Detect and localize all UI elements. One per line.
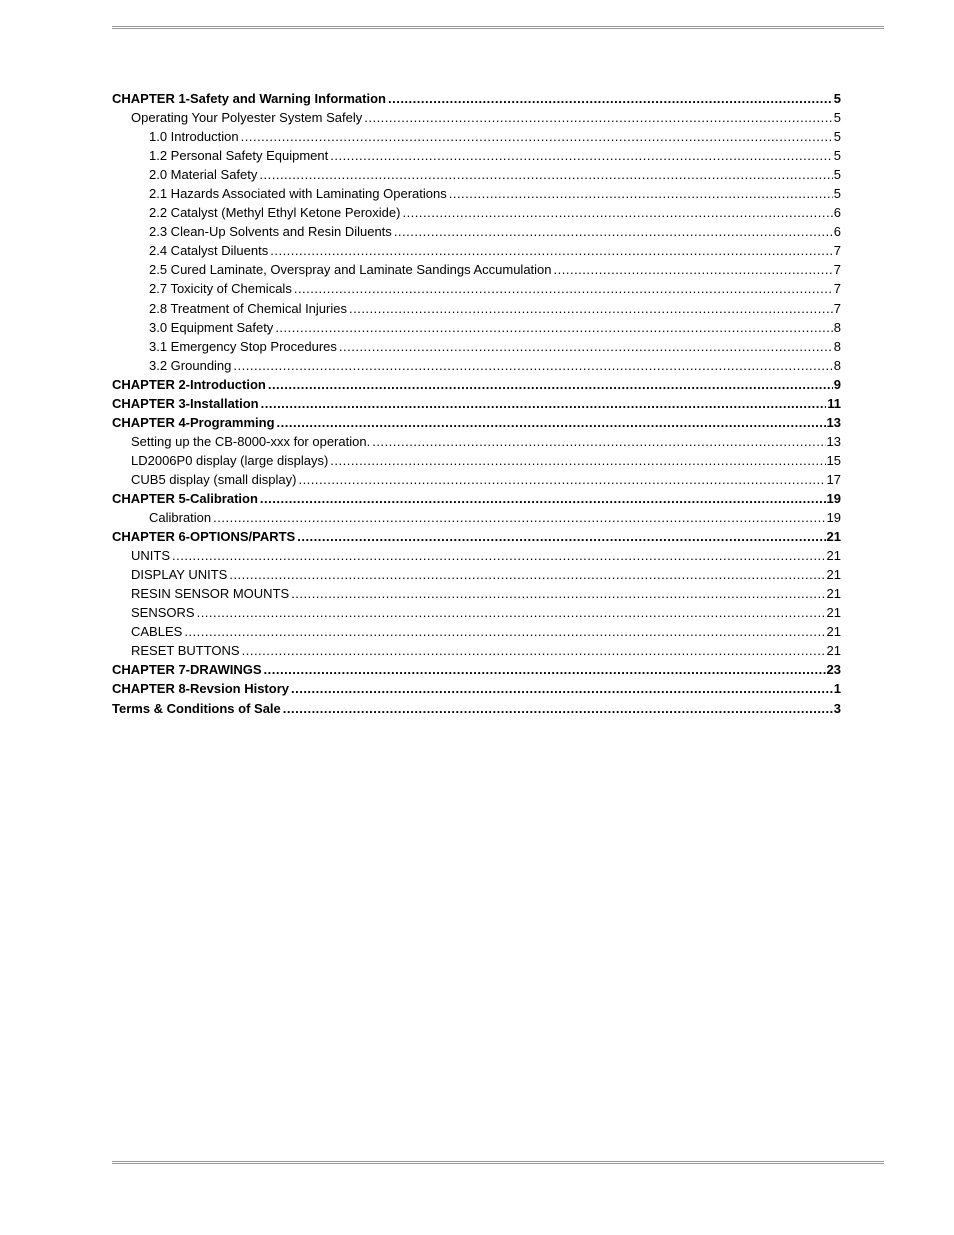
- toc-entry-title: LD2006P0 display (large displays): [131, 452, 329, 468]
- toc-entry[interactable]: [112, 565, 841, 584]
- toc-entry[interactable]: [112, 603, 841, 622]
- toc-entry-page: 5: [833, 110, 841, 126]
- toc-entry[interactable]: [112, 508, 841, 527]
- toc-entry-title: 2.0 Material Safety: [149, 167, 258, 183]
- toc-entry-title: CUB5 display (small display): [131, 471, 297, 487]
- toc-entry-page: 5: [833, 148, 841, 164]
- toc-entry[interactable]: [112, 489, 841, 508]
- toc-entry-page: 6: [833, 224, 841, 240]
- footer-rule: [112, 1161, 884, 1164]
- toc-entry-page: 5: [833, 186, 841, 202]
- toc-dot-leader: [291, 584, 825, 603]
- toc-entry-title: UNITS: [131, 548, 170, 564]
- toc-dot-leader: [260, 489, 826, 508]
- toc-entry-title: 3.2 Grounding: [149, 357, 232, 373]
- toc-entry-page: 9: [833, 376, 841, 392]
- toc-dot-leader: [388, 89, 833, 108]
- toc-entry-title: CHAPTER 5-Calibration: [112, 490, 258, 506]
- toc-entry[interactable]: [112, 146, 841, 165]
- toc-entry-page: 8: [833, 357, 841, 373]
- toc-entry-page: 7: [833, 243, 841, 259]
- toc-dot-leader: [364, 108, 833, 127]
- table-of-contents: [112, 89, 841, 718]
- toc-entry[interactable]: [112, 546, 841, 565]
- toc-entry-title: CHAPTER 7-DRAWINGS: [112, 662, 262, 678]
- toc-entry-title: 3.1 Emergency Stop Procedures: [149, 338, 337, 354]
- toc-entry-title: CABLES: [131, 624, 183, 640]
- toc-dot-leader: [330, 451, 825, 470]
- toc-entry-title: 2.1 Hazards Associated with Laminating Operations: [149, 186, 447, 202]
- toc-entry[interactable]: [112, 184, 841, 203]
- toc-entry-page: 23: [826, 662, 841, 678]
- toc-dot-leader: [291, 679, 833, 698]
- toc-entry-page: 7: [833, 262, 841, 278]
- toc-entry[interactable]: [112, 394, 841, 413]
- toc-entry-page: 5: [833, 129, 841, 145]
- toc-entry-title: 1.0 Introduction: [149, 129, 239, 145]
- toc-entry-page: 3: [833, 700, 841, 716]
- toc-entry[interactable]: [112, 222, 841, 241]
- toc-entry[interactable]: [112, 451, 841, 470]
- toc-entry-page: 21: [826, 605, 841, 621]
- toc-entry-title: 2.5 Cured Laminate, Overspray and Laminate Sandings Accumulation: [149, 262, 552, 278]
- toc-dot-leader: [233, 356, 832, 375]
- toc-entry[interactable]: [112, 241, 841, 260]
- toc-entry[interactable]: [112, 641, 841, 660]
- toc-entry-title: CHAPTER 6-OPTIONS/PARTS: [112, 529, 296, 545]
- toc-dot-leader: [242, 641, 826, 660]
- toc-entry[interactable]: [112, 584, 841, 603]
- toc-dot-leader: [294, 279, 833, 298]
- toc-entry[interactable]: [112, 89, 841, 108]
- toc-entry-page: 13: [826, 414, 841, 430]
- toc-entry-title: SENSORS: [131, 605, 195, 621]
- toc-entry[interactable]: [112, 622, 841, 641]
- toc-entry-page: 21: [826, 586, 841, 602]
- toc-entry-title: 2.3 Clean-Up Solvents and Resin Diluents: [149, 224, 392, 240]
- toc-dot-leader: [394, 222, 833, 241]
- toc-entry-page: 7: [833, 300, 841, 316]
- toc-dot-leader: [297, 527, 825, 546]
- toc-entry-title: Calibration: [149, 510, 212, 526]
- toc-entry-title: CHAPTER 8-Revsion History: [112, 681, 289, 697]
- toc-entry[interactable]: [112, 260, 841, 279]
- toc-entry[interactable]: [112, 413, 841, 432]
- toc-entry[interactable]: [112, 699, 841, 718]
- toc-entry-page: 11: [827, 395, 841, 411]
- toc-entry-title: Operating Your Polyester System Safely: [131, 110, 363, 126]
- toc-entry-page: 21: [826, 529, 841, 545]
- toc-dot-leader: [197, 603, 826, 622]
- toc-entry-page: 21: [826, 548, 841, 564]
- toc-entry[interactable]: [112, 432, 841, 451]
- toc-entry-title: RESET BUTTONS: [131, 643, 240, 659]
- toc-dot-leader: [268, 375, 833, 394]
- toc-entry-title: DISPLAY UNITS: [131, 567, 228, 583]
- toc-dot-leader: [402, 203, 832, 222]
- toc-entry[interactable]: [112, 527, 841, 546]
- toc-entry-page: 17: [826, 471, 841, 487]
- toc-entry[interactable]: [112, 279, 841, 298]
- toc-entry-page: 1: [833, 681, 841, 697]
- toc-entry-title: 2.7 Toxicity of Chemicals: [149, 281, 292, 297]
- toc-dot-leader: [372, 432, 825, 451]
- toc-dot-leader: [270, 241, 833, 260]
- toc-dot-leader: [241, 127, 833, 146]
- toc-dot-leader: [449, 184, 833, 203]
- toc-entry-title: CHAPTER 2-Introduction: [112, 376, 266, 392]
- toc-entry-title: RESIN SENSOR MOUNTS: [131, 586, 290, 602]
- toc-entry-page: 19: [826, 510, 841, 526]
- toc-entry-title: 3.0 Equipment Safety: [149, 319, 274, 335]
- toc-entry-page: 21: [826, 567, 841, 583]
- toc-dot-leader: [184, 622, 825, 641]
- toc-entry[interactable]: [112, 337, 841, 356]
- toc-entry-title: 2.8 Treatment of Chemical Injuries: [149, 300, 347, 316]
- toc-entry-title: Setting up the CB-8000-xxx for operation.: [131, 433, 371, 449]
- header-rule: [112, 26, 884, 29]
- toc-dot-leader: [264, 660, 826, 679]
- toc-entry-page: 8: [833, 338, 841, 354]
- toc-entry[interactable]: [112, 660, 841, 679]
- toc-entry-page: 13: [826, 433, 841, 449]
- toc-entry[interactable]: [112, 318, 841, 337]
- toc-dot-leader: [283, 699, 833, 718]
- toc-entry-page: 8: [833, 319, 841, 335]
- toc-entry-title: Terms & Conditions of Sale: [112, 700, 281, 716]
- toc-entry[interactable]: [112, 299, 841, 318]
- toc-entry[interactable]: [112, 203, 841, 222]
- toc-entry[interactable]: [112, 108, 841, 127]
- toc-entry[interactable]: [112, 165, 841, 184]
- toc-entry-page: 21: [826, 643, 841, 659]
- toc-entry-title: 2.2 Catalyst (Methyl Ethyl Ketone Peroxide): [149, 205, 401, 221]
- toc-entry[interactable]: [112, 679, 841, 698]
- toc-dot-leader: [554, 260, 833, 279]
- toc-entry[interactable]: [112, 375, 841, 394]
- toc-dot-leader: [277, 413, 826, 432]
- toc-dot-leader: [261, 394, 827, 413]
- toc-entry[interactable]: [112, 127, 841, 146]
- toc-entry-page: 19: [826, 490, 841, 506]
- toc-entry-title: CHAPTER 3-Installation: [112, 395, 259, 411]
- toc-entry-page: 7: [833, 281, 841, 297]
- toc-dot-leader: [259, 165, 832, 184]
- toc-dot-leader: [172, 546, 826, 565]
- toc-dot-leader: [298, 470, 825, 489]
- toc-entry[interactable]: [112, 356, 841, 375]
- toc-entry-page: 15: [826, 452, 841, 468]
- toc-dot-leader: [213, 508, 825, 527]
- toc-entry-page: 5: [833, 167, 841, 183]
- toc-dot-leader: [349, 299, 833, 318]
- toc-entry-page: 5: [833, 91, 841, 106]
- toc-entry-page: 6: [833, 205, 841, 221]
- toc-entry[interactable]: [112, 470, 841, 489]
- toc-entry-title: CHAPTER 1-Safety and Warning Information: [112, 91, 386, 106]
- toc-entry-title: 2.4 Catalyst Diluents: [149, 243, 269, 259]
- toc-entry-page: 21: [826, 624, 841, 640]
- toc-entry-title: CHAPTER 4-Programming: [112, 414, 275, 430]
- toc-dot-leader: [339, 337, 833, 356]
- toc-dot-leader: [275, 318, 832, 337]
- toc-dot-leader: [330, 146, 833, 165]
- toc-entry-title: 1.2 Personal Safety Equipment: [149, 148, 329, 164]
- toc-dot-leader: [229, 565, 825, 584]
